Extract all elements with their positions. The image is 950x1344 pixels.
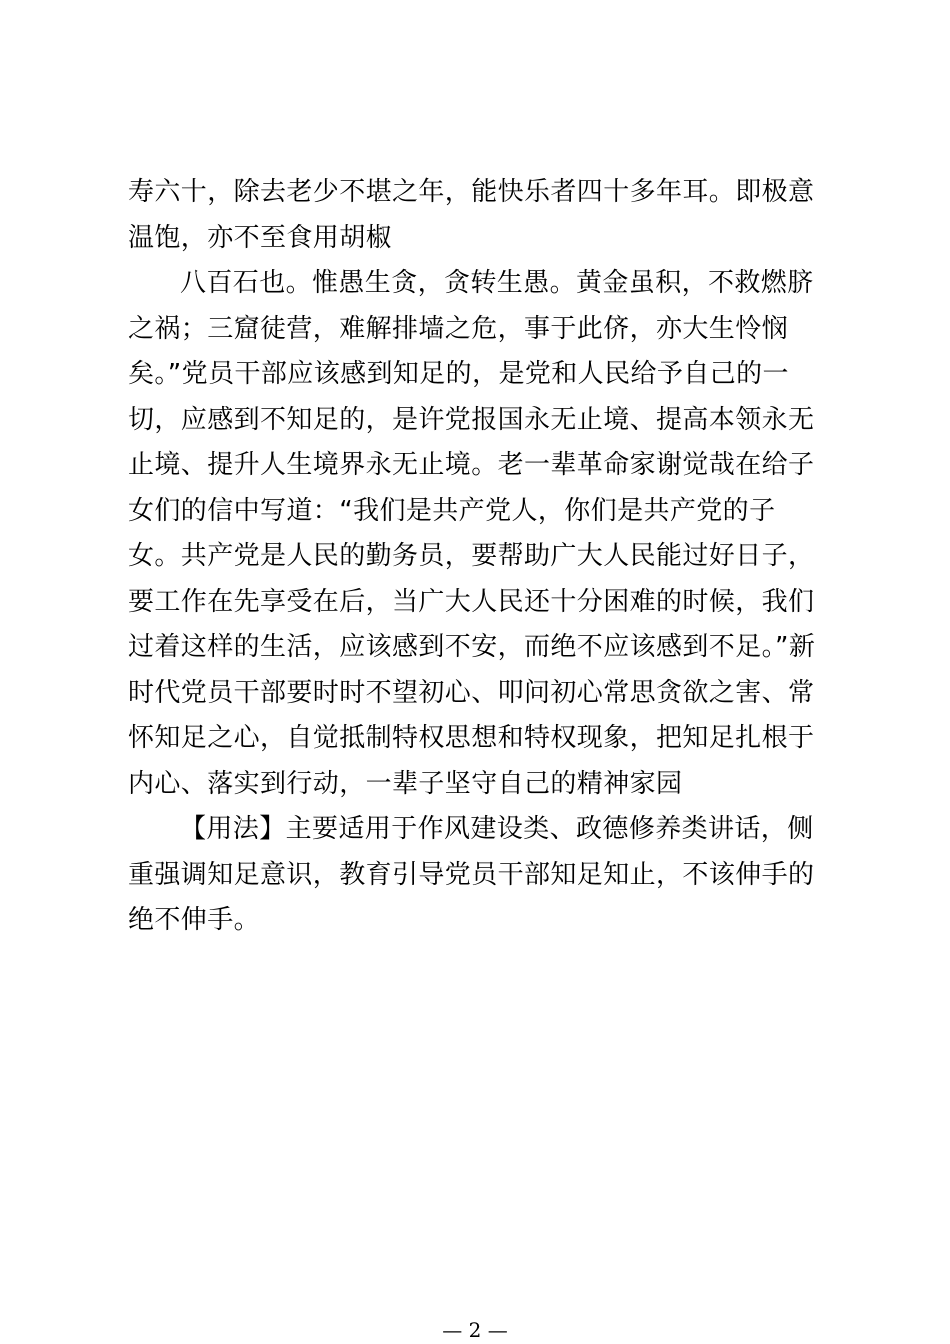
body-text: [128, 170, 828, 944]
paragraph-1: 寿六十，除去老少不堪之年，能快乐者四十多年耳。即极意温饱，亦不至食用胡椒: [128, 177, 815, 253]
paragraph-3: 【用法】主要适用于作风建设类、政德修养类讲话，侧重强调知足意识，教育引导党员干部知足知止，不该伸手的绝不伸手。: [128, 814, 815, 935]
paragraph-2: 八百石也。惟愚生贪，贪转生愚。黄金虽积，不救燃脐之祸；三窟徒营，难解排墙之危，事于此侪，亦大生怜悯矣。”党员干部应该感到知足的，是党和人民给予自己的一切，应感到不知足的，是许党报国永无止境、提高本领永无止境、提升人生境界永无止境。老一辈革命家谢觉哉在给子女们的信中写道：“我们是共产党人，你们是共产党的子女。共产党是人民的勤务员，要帮助广大人民能过好日子，要工作在先享受在后，当广大人民还十分困难的时候，我们过着这样的生活，应该感到不安，而绝不应该感到不足。”新时代党员干部要时时不望初心、叩问初心常思贪欲之害、常怀知足之心，自觉抵制特权思想和特权现象，把知足扎根于内心、落实到行动，一辈子坚守自己的精神家园: [128, 268, 816, 799]
page-number: — 2 —: [442, 1318, 508, 1342]
